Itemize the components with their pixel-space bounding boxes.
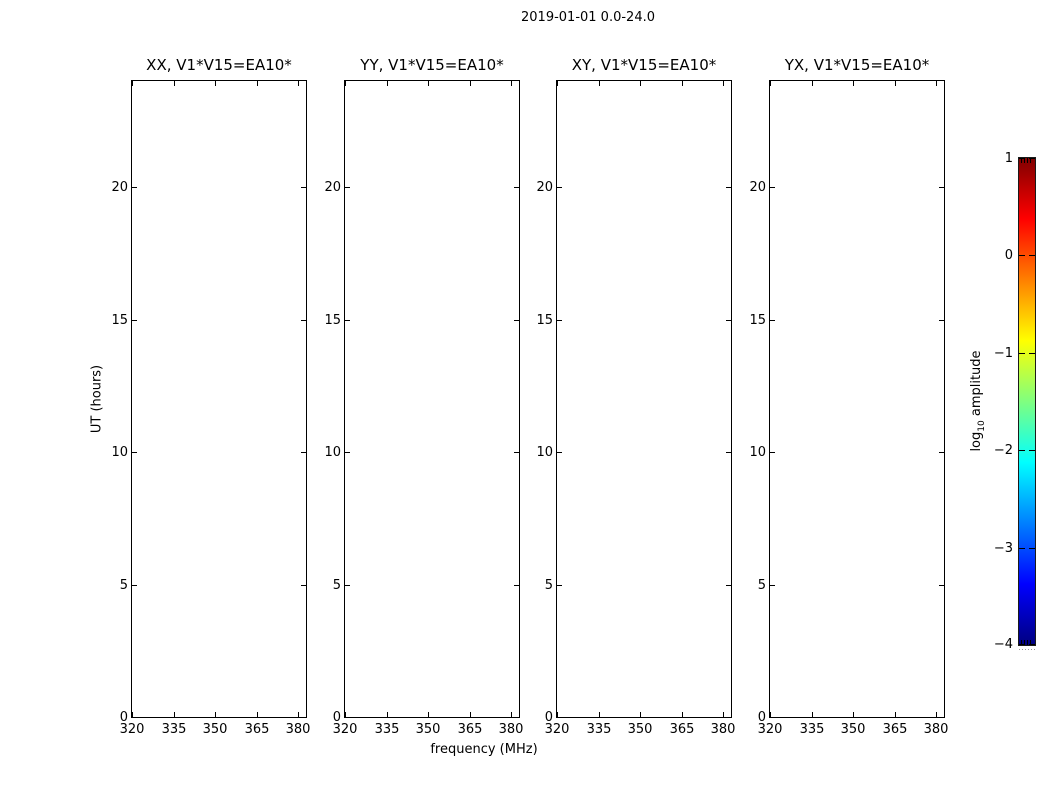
x-tick-label: 365	[669, 722, 695, 737]
x-tick-mark	[257, 712, 258, 717]
y-tick-mark	[770, 187, 775, 188]
x-tick-mark	[174, 712, 175, 717]
y-tick-label: 20	[324, 180, 341, 195]
colorbar-label-sub: 10	[976, 420, 987, 432]
x-tick-mark	[640, 712, 641, 717]
x-tick-label: 380	[710, 722, 736, 737]
colorbar-tick-mark	[1019, 548, 1025, 549]
colorbar-tick-mark	[1029, 353, 1035, 354]
y-tick-mark	[132, 187, 137, 188]
x-tick-mark	[345, 81, 346, 86]
colorbar	[993, 151, 1036, 652]
y-tick-mark	[770, 585, 775, 586]
figure-title: 2019-01-01 0.0-24.0	[521, 10, 655, 25]
y-tick-mark	[132, 585, 137, 586]
y-tick-mark	[132, 320, 137, 321]
colorbar-tick-label: −3	[993, 541, 1013, 556]
x-tick-mark	[853, 81, 854, 86]
x-tick-mark	[599, 81, 600, 86]
colorbar-label-pre: log	[969, 431, 985, 452]
y-tick-mark	[132, 717, 137, 718]
y-tick-label: 20	[111, 180, 128, 195]
x-tick-mark	[640, 81, 641, 86]
y-tick-mark	[557, 187, 562, 188]
y-tick-label: 10	[749, 445, 766, 460]
x-tick-label: 365	[244, 722, 270, 737]
y-tick-mark	[345, 717, 350, 718]
x-tick-mark	[599, 712, 600, 717]
x-tick-label: 380	[285, 722, 311, 737]
y-tick-mark	[557, 320, 562, 321]
colorbar-tick-label: −1	[993, 346, 1013, 361]
y-tick-label: 20	[749, 180, 766, 195]
colorbar-label-post: amplitude	[969, 350, 985, 421]
colorbar-tick-label: −2	[993, 443, 1013, 458]
x-tick-mark	[387, 712, 388, 717]
x-tick-mark	[215, 712, 216, 717]
y-tick-label: 5	[544, 578, 553, 593]
colorbar-under-dots	[1019, 649, 1035, 650]
x-tick-mark	[936, 712, 937, 717]
x-tick-mark	[470, 81, 471, 86]
y-tick-mark	[557, 585, 562, 586]
y-tick-label: 5	[757, 578, 766, 593]
x-tick-label: 320	[757, 722, 783, 737]
y-tick-mark	[939, 452, 944, 453]
x-tick-mark	[298, 81, 299, 86]
x-tick-mark	[215, 81, 216, 86]
colorbar-tick-label: 0	[1004, 248, 1013, 263]
x-tick-mark	[682, 81, 683, 86]
y-tick-mark	[939, 585, 944, 586]
x-tick-label: 365	[882, 722, 908, 737]
y-tick-label: 15	[324, 313, 341, 328]
y-tick-mark	[557, 717, 562, 718]
panel-title-xy: XY, V1*V15=EA10*	[571, 56, 717, 74]
colorbar-label	[969, 350, 987, 451]
x-tick-label: 350	[202, 722, 228, 737]
x-tick-mark	[682, 712, 683, 717]
y-tick-mark	[770, 320, 775, 321]
x-tick-label: 320	[119, 722, 145, 737]
y-tick-label: 15	[749, 313, 766, 328]
x-tick-mark	[723, 81, 724, 86]
x-tick-mark	[936, 81, 937, 86]
colorbar-tick-mark	[1019, 353, 1025, 354]
x-tick-label: 335	[161, 722, 187, 737]
x-tick-mark	[895, 81, 896, 86]
y-tick-label: 5	[332, 578, 341, 593]
x-tick-mark	[257, 81, 258, 86]
y-tick-label: 0	[757, 710, 766, 725]
colorbar-tick-mark	[1029, 644, 1035, 645]
x-tick-label: 335	[586, 722, 612, 737]
plot-area-yx	[749, 80, 949, 737]
y-tick-label: 0	[119, 710, 128, 725]
x-tick-mark	[853, 712, 854, 717]
y-tick-label: 15	[536, 313, 553, 328]
x-tick-label: 320	[332, 722, 358, 737]
y-tick-label: 0	[544, 710, 553, 725]
y-tick-label: 20	[536, 180, 553, 195]
y-axis-label: UT (hours)	[89, 364, 105, 434]
x-tick-label: 380	[923, 722, 949, 737]
x-tick-label: 320	[544, 722, 570, 737]
y-tick-label: 5	[119, 578, 128, 593]
panel-title-yy: YY, V1*V15=EA10*	[360, 56, 504, 74]
y-tick-label: 10	[324, 445, 341, 460]
plot-area-xy	[536, 80, 736, 737]
y-tick-mark	[345, 187, 350, 188]
x-tick-mark	[428, 712, 429, 717]
x-tick-mark	[132, 81, 133, 86]
colorbar-tick-mark	[1029, 158, 1035, 159]
colorbar-tick-mark	[1029, 255, 1035, 256]
x-tick-mark	[174, 81, 175, 86]
plot-area-yy	[324, 80, 524, 737]
x-tick-mark	[428, 81, 429, 86]
x-tick-label: 350	[627, 722, 653, 737]
colorbar-tick-mark	[1019, 158, 1025, 159]
x-tick-mark	[895, 712, 896, 717]
y-tick-mark	[345, 320, 350, 321]
x-tick-mark	[812, 712, 813, 717]
colorbar-tick-mark	[1019, 644, 1025, 645]
y-tick-label: 0	[332, 710, 341, 725]
x-axis-label: frequency (MHz)	[430, 742, 538, 757]
y-tick-mark	[345, 585, 350, 586]
x-tick-label: 380	[498, 722, 524, 737]
colorbar-tick-mark	[1019, 255, 1025, 256]
y-tick-label: 15	[111, 313, 128, 328]
colorbar-tick-mark	[1019, 450, 1025, 451]
y-tick-label: 10	[111, 445, 128, 460]
x-tick-mark	[557, 81, 558, 86]
y-tick-mark	[770, 717, 775, 718]
y-tick-mark	[939, 187, 944, 188]
panel-title-yx: YX, V1*V15=EA10*	[784, 56, 930, 74]
colorbar-tick-label: −4	[993, 637, 1013, 652]
x-tick-mark	[387, 81, 388, 86]
colorbar-tick-mark	[1029, 450, 1035, 451]
x-tick-label: 335	[799, 722, 825, 737]
x-tick-label: 335	[374, 722, 400, 737]
plot-area-xx	[111, 80, 311, 737]
y-tick-mark	[132, 452, 137, 453]
colorbar-tick-label: 1	[1004, 151, 1013, 166]
panel-title-xx: XX, V1*V15=EA10*	[146, 56, 292, 74]
x-tick-mark	[470, 712, 471, 717]
y-tick-mark	[939, 717, 944, 718]
x-tick-mark	[511, 81, 512, 86]
y-tick-label: 10	[536, 445, 553, 460]
colorbar-tick-mark	[1029, 548, 1035, 549]
x-tick-label: 365	[457, 722, 483, 737]
x-tick-label: 350	[840, 722, 866, 737]
x-tick-label: 350	[415, 722, 441, 737]
y-tick-mark	[770, 452, 775, 453]
y-tick-mark	[345, 452, 350, 453]
x-tick-mark	[770, 81, 771, 86]
x-tick-mark	[812, 81, 813, 86]
y-tick-mark	[557, 452, 562, 453]
y-tick-mark	[939, 320, 944, 321]
